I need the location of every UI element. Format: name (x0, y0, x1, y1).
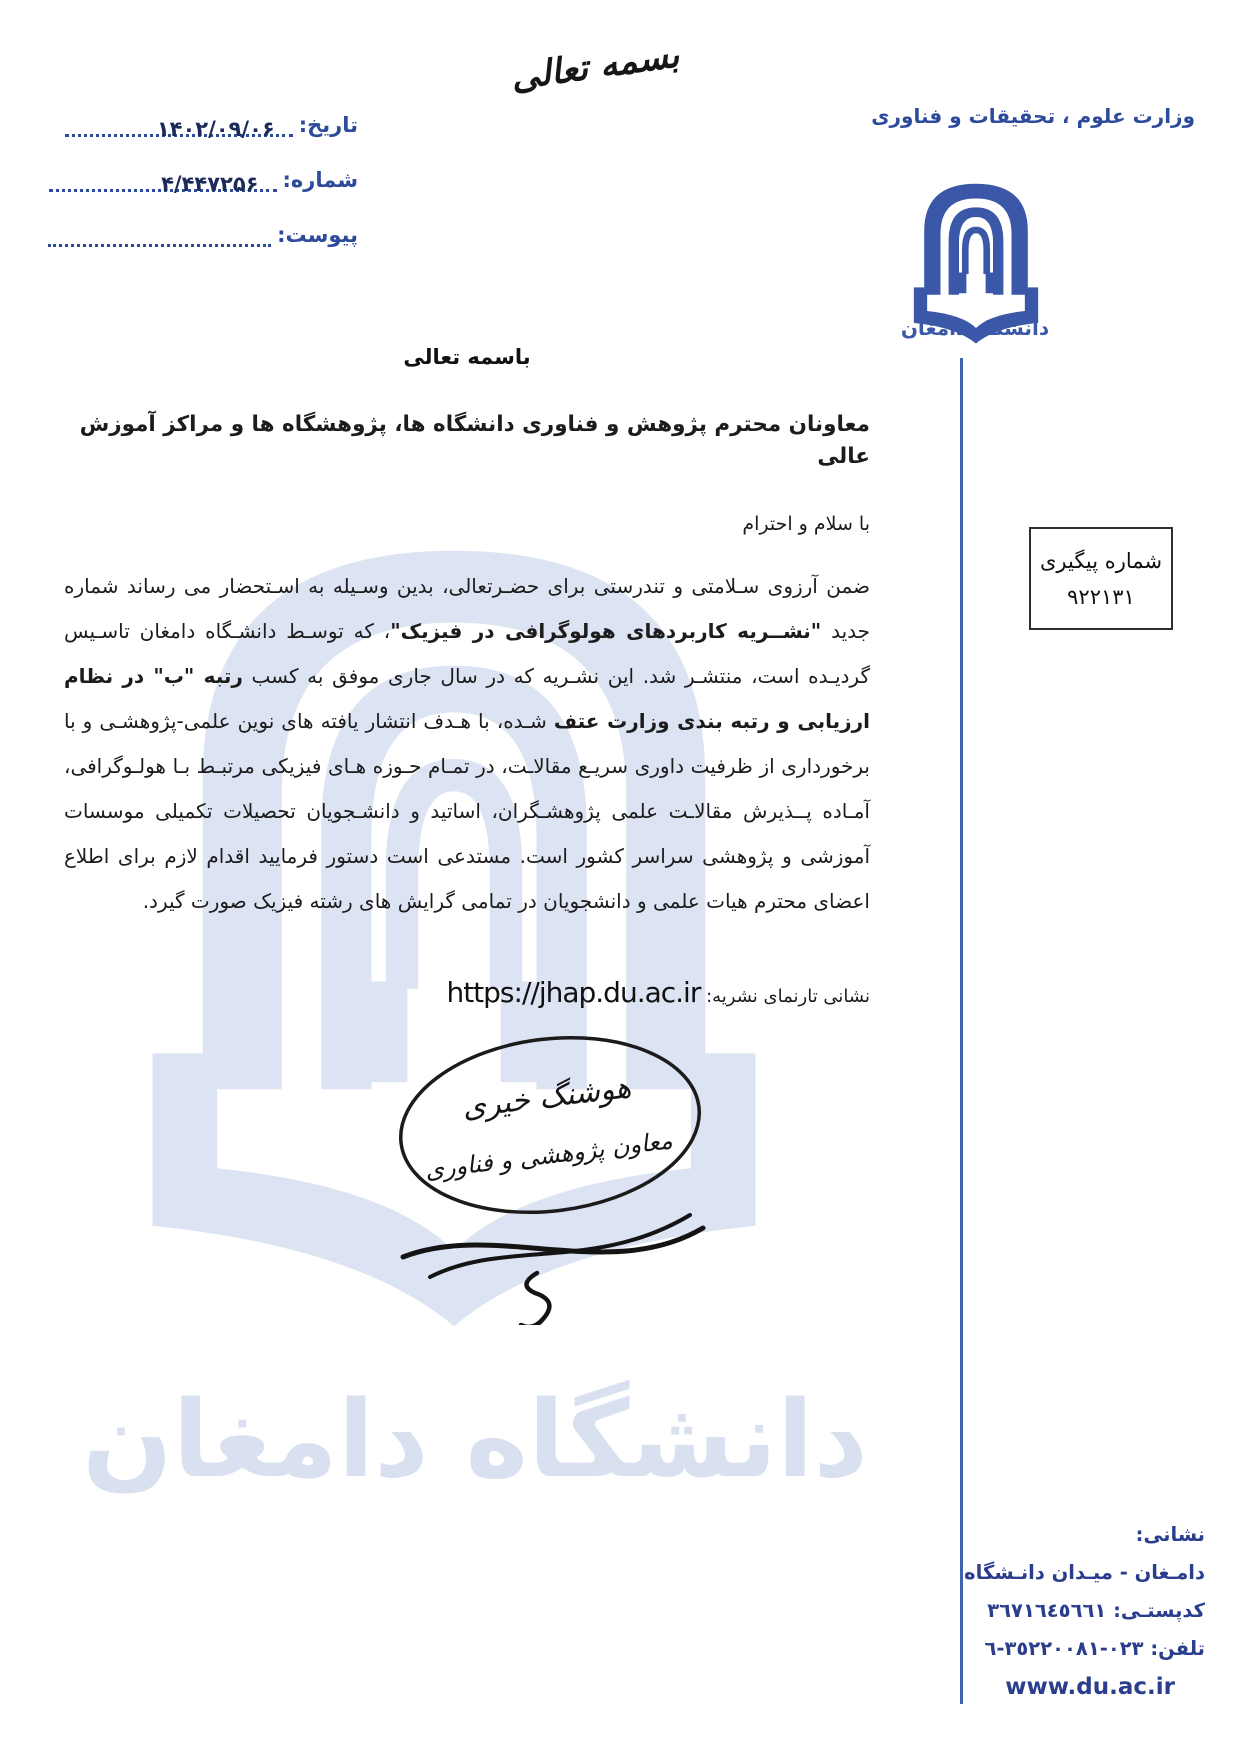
paragraph-segment: ضمن آرزوی سـلامتی و تندرستی برای حضـرتعالی، بدین وسـیله به اسـتحضار می رساند شماره جدید (64, 574, 871, 643)
paragraph-segment: ، که توسـط دانشـگاه دامغان تاسـیس گردیـده است، منتشـر شد. این نشـریه که در سال جاری موفق به کسب (64, 619, 870, 688)
number-dotted-leader (49, 159, 277, 196)
footer-postal-code: ۳٦۷۱٦٤٥٦٦۱ (987, 1599, 1107, 1622)
date-label: تاریخ: (298, 113, 358, 137)
number-label: شماره: (282, 168, 358, 192)
footer-postal-label: کدپستـی: (1113, 1599, 1205, 1622)
signature-flourish (403, 1215, 703, 1325)
footer-address-label: نشانی: (1135, 1523, 1205, 1546)
date-field (48, 103, 358, 141)
vertical-divider (960, 358, 963, 1704)
footer-phone-number: ٠٢٣-٣٥٢٢٠٠٨١-٦ (984, 1637, 1144, 1660)
date-dotted-leader (65, 104, 293, 141)
attachment-field (48, 213, 358, 247)
ministry-title: وزارت علوم ، تحقیقات و فناوری (871, 104, 1195, 128)
date-value: ۱۴۰۲/۰۹/۰۶ (156, 117, 275, 141)
university-name: دانشگاه دامغان (900, 316, 1050, 340)
tracking-number: ۹۲۲۱۳۱ (1067, 584, 1135, 609)
signer-title: معاون پژوهشی و فناوری (423, 1126, 674, 1185)
paragraph-bold-segment: "نشــریه کاربردهای هولوگرافی در فیزیک" (390, 619, 822, 643)
journal-url-label: نشانی تارنمای نشریه: (706, 986, 870, 1007)
paragraph-segment: شـده، با هـدف انتشار یافته های نوین علمی-پژوهشـی و با برخورداری از ظرفیت داوری سریـع مقالاـت، در تمـام حـوزه هـای فیزیکی مرتبـط بـا هولـوگرافی، آمـاده پــذیرش مقالاـت علمی پژوهشـگران، اساتید و دانشـجویان تحصیلات تکمیلی موسسات آموزشی و پژوهشی سراسر کشور است. مستدعی است دستور فرمایید اقدام لازم برای اطلاع اعضای محترم هیات علمی و دانشجویان در تمامی گرایش های رشته فیزیک صورت گیرد. (64, 709, 870, 913)
footer-address: دامـغان - میـدان دانـشگاه (964, 1561, 1205, 1584)
attachment-dotted-leader (48, 214, 271, 247)
number-field (48, 158, 358, 196)
letterhead-fields (48, 103, 358, 268)
number-value: ۴/۴۴۷۲۵۶ (161, 172, 259, 196)
main-paragraph (64, 564, 870, 924)
footer-phone-line (875, 1630, 1205, 1668)
signature-stamp (385, 1025, 715, 1325)
journal-url-line (64, 976, 870, 1009)
attachment-label: پیوست: (277, 223, 358, 247)
letter-body (64, 345, 870, 1009)
bismillah-calligraphy: بسمه تعالی (508, 34, 682, 99)
watermark-university-name: دانشگاه دامغان (82, 1378, 868, 1501)
footer-contact-block (875, 1516, 1205, 1706)
journal-url: https://jhap.du.ac.ir (446, 976, 701, 1009)
salutation-top: باسمه تعالی (403, 345, 531, 369)
tracking-number-box (1029, 527, 1173, 630)
addressee-line: معاونان محترم پژوهش و فناوری دانشگاه ها، پژوهشگاه ها و مراکز آموزش عالی (79, 412, 870, 469)
signer-name: هوشنگ خیری (460, 1070, 633, 1126)
footer-postal-line (875, 1592, 1205, 1630)
greeting-line: با سلام و احترام (742, 513, 870, 535)
paragraph-bold-segment: رتبه "ب" در نظام ارزیابی و رتبه بندی وزارت عتف (64, 664, 870, 733)
footer-phone-label: تلفن: (1150, 1637, 1205, 1660)
tracking-label: شماره پیگیری (1039, 548, 1163, 573)
footer-website: www.du.ac.ir (1005, 1674, 1175, 1700)
